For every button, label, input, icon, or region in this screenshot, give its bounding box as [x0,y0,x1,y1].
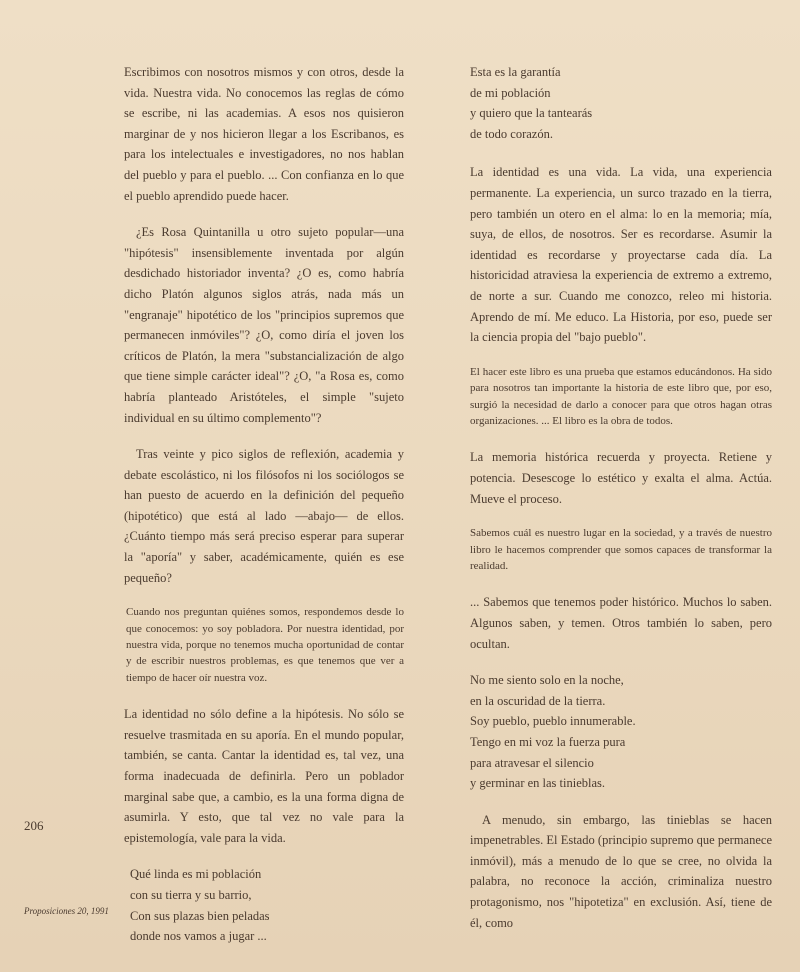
verse-line: para atravesar el silencio [470,755,594,770]
verse-line: de todo corazón. [470,126,553,141]
verse-block [470,62,772,144]
block-quote: Sabemos cuál es nuestro lugar en la sociedad, y a través de nuestro libro le hacemos comprender que somos capaces de transformar la realidad. [470,527,772,572]
paragraph: La memoria histórica recuerda y proyecta. Retiene y potencia. Desescoge lo estético y exalta el alma. Actúa. Mueve el proceso. [470,450,772,506]
verse-line: con su tierra y su barrio, [130,888,252,903]
paragraph: La identidad no sólo define a la hipótesis. No sólo se resuelve trasmitada en su aporía. En el mundo popular, también, se canta. Cantar la identidad es, tal vez, una forma inadecuada de definirla. Pero un poblador marginal sabe que, a cambio, es la una forma digna de asumirla. Y esto, que tal vez no vale para la epistemología, vale para la vida. [124,707,404,845]
block-quote: Cuando nos preguntan quiénes somos, respondemos desde lo que conocemos: yo soy pobladora. Por nuestra identidad, por nuestra vida, porque no tenemos mucha oportunidad de contar y de escribir nuestros problemas, es que tenemos que ver a tiempo de hacer oír nuestra voz. [126,606,404,684]
paragraph: La identidad es una vida. La vida, una experiencia permanente. La experiencia, un surco trazado en la tierra, pero también un otero en el alma: lo en la memoria; mía, suya, de ellos, de nosotros. Ser es recordarse. Asumir la identidad es recordarse y proyectarse cada día. La historicidad atraviesa la experiencia de extremo a extremo, de norte a sur. Cuando me conozco, releo mi historia. Aprendo de mí. Me educo. La Historia, por eso, puede ser la ciencia propia del "bajo pueblo". [470,165,772,345]
block-quote: El hacer este libro es una prueba que estamos educándonos. Ha sido para nosotros tan importante la historia de este libro que, por eso, surgió la necesidad de darlo a conocer para que otros hagan otras organizaciones. ... El libro es la obra de todos. [470,365,772,427]
verse-line: y germinar en las tinieblas. [470,776,606,791]
right-column [470,62,772,949]
paragraph: ... Sabemos que tenemos poder histórico. Muchos lo saben. Algunos saben, y temen. Otros también lo saben, pero ocultan. [470,595,772,651]
verse-line: Con sus plazas bien peladas [130,908,270,923]
verse-line: de mi población [470,85,551,100]
verse-line: Tengo en mi voz la fuerza pura [470,734,626,749]
paragraph: Tras veinte y pico siglos de reflexión, academia y debate escolástico, ni los filósofos ni los sociólogos se han puesto de acuerdo en la definición del pequeño (hipotético) que está al lado —abajo— de ellos. ¿Cuánto tiempo más será preciso esperar para superar la "aporía" y saber, académicamente, quién es ese pequeño? [124,447,404,585]
verse-line: donde nos vamos a jugar ... [130,929,267,944]
verse-line: en la oscuridad de la tierra. [470,693,606,708]
verse-line: Qué linda es mi población [130,867,262,882]
page-number: 206 [24,818,44,833]
verse-block [470,670,772,794]
verse-line: y quiero que la tantearás [470,106,593,121]
paragraph: Escribimos con nosotros mismos y con otros, desde la vida. Nuestra vida. No conocemos las reglas de cómo se escribe, ni las academias. A esos nos quisieron marginar de y nos hicieron llegar a los Escribanos, es para los intelectuales e investigadores, no nos hablan del pueblo y para el pueblo. ... Con confianza en lo que el pueblo aprendido puede hacer. [124,65,404,203]
paragraph: ¿Es Rosa Quintanilla u otro sujeto popular—una "hipótesis" insensiblemente inventada por algún desdichado historiador inventa? ¿O es, como habría dicho Platón algunos siglos atrás, nada más un "engranaje" hipotético de los "principios supremos que permanecen inmóviles"? ¿O, como diría el joven los críticos de Platón, la mera "substancialización de algo que tiene simple carácter ideal"? ¿O, "a Rosa es, como habría planteado Aristóteles, el simple "sujeto individual en su último complemento"? [124,225,404,425]
paragraph: A menudo, sin embargo, las tinieblas se hacen impenetrables. El Estado (principio supremo que permanece inmóvil), más a menudo de lo que se cree, no olvida la palabra, no reconoce la acción, criminaliza nuestro protagonismo, nos "hipotetiza" en exclusión. Así, tiene de él, como [470,812,772,930]
verse-line: Esta es la garantía [470,65,561,79]
left-column [124,62,404,963]
verse-line: No me siento solo en la noche, [470,673,624,688]
verse-line: Soy pueblo, pueblo innumerable. [470,714,636,729]
verse-block [130,864,404,946]
journal-footer: Proposiciones 20, 1991 [24,906,109,916]
